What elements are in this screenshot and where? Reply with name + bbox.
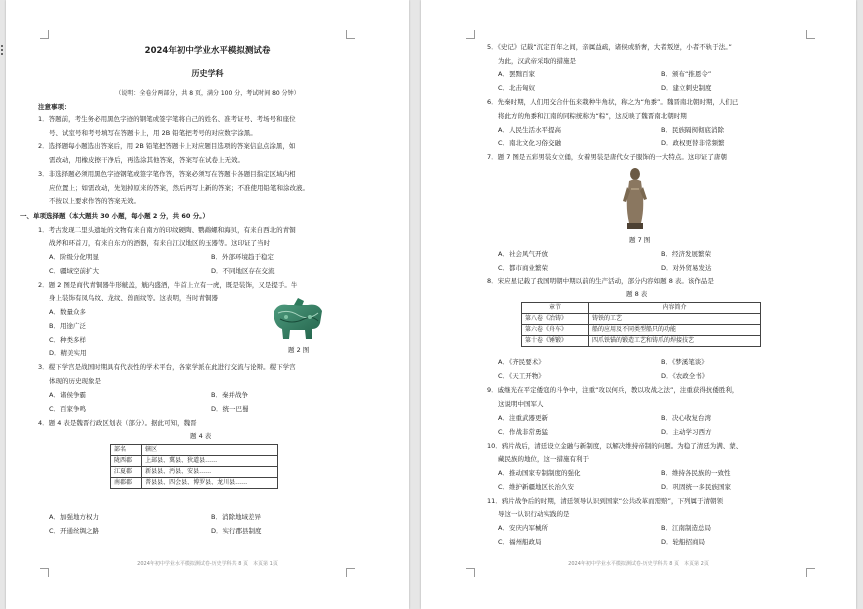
notice-line: 号、试室号和考号填写在答题卡上，用 2B 铅笔把考号的对应数字涂黑。 bbox=[49, 129, 257, 137]
q3-option-b: B．秦并战争 bbox=[211, 391, 248, 399]
q7-option-b: B．经济发展繁荣 bbox=[661, 250, 711, 258]
table-cell: 新县县、沔县、安县…… bbox=[142, 467, 278, 478]
question-1-line: 1．考古发现二里头遗址的文物有来自南方的印纹硬陶、鹦鹉螺和海贝，有来自西北的青铜 bbox=[38, 226, 296, 234]
question-9-line: 这说明中国军人 bbox=[498, 400, 544, 408]
question-11-line: 11．鸦片战争后的时期，清廷领导认识到国家“公共改革而需赔”，下列属于清朝领 bbox=[487, 497, 724, 505]
q4-option-c: C．开通丝绸之路 bbox=[49, 527, 100, 535]
question-11-line: 导这一认识行动实践的是 bbox=[498, 510, 570, 518]
q11-option-a: A．安庆内军械所 bbox=[498, 524, 548, 532]
question-10-line: 10．鸦片战后，清廷设立金融与新制度，以解决维持帝制的问题。为稳了清廷为满、蒙、 bbox=[487, 442, 743, 450]
table-cell: 上邽县、冀县、狄道县…… bbox=[142, 456, 278, 467]
q8-table-title: 题 8 表 bbox=[626, 290, 648, 298]
notice-line: 需改动，用橡皮擦干净后，再选涂其他答案，答案写在试卷上无效。 bbox=[49, 156, 244, 164]
question-7-line: 7．题 7 图是五彩男装女立俑，女着男装是唐代女子服饰的一大特点。这印证了唐朝 bbox=[487, 153, 727, 161]
q7-option-d: D．对外贸易发达 bbox=[661, 264, 712, 272]
question-6-line: 6．先秦时期，人们用交合什伍来栽种牛角状，称之为“角黍”。魏晋南北朝时期，人们已 bbox=[487, 98, 739, 106]
question-9-line: 9．戚继光在平定倭寇的斗争中，注重“攻以何兵，教以攻战之法”，注重获得抗倭胜利， bbox=[487, 386, 739, 394]
table-row bbox=[111, 456, 278, 467]
question-3-line: 体现的历史现象是 bbox=[49, 377, 101, 385]
table-cell: 铸铁的工艺 bbox=[589, 314, 761, 325]
q6-option-a: A．人民生活水平提高 bbox=[498, 126, 561, 134]
q7-option-a: A．社会风气开放 bbox=[498, 250, 548, 258]
table-header-cell: 内容简介 bbox=[589, 303, 761, 314]
notice-heading: 注意事项： bbox=[38, 103, 71, 111]
q4-table-title: 题 4 表 bbox=[190, 432, 212, 440]
drag-grip-icon[interactable] bbox=[0, 44, 4, 58]
q11-option-c: C．福州船政局 bbox=[498, 538, 542, 546]
table-cell: 第六卷《舟车》 bbox=[522, 325, 589, 336]
question-5-line: 为此，汉武帝采取的措施是 bbox=[498, 57, 576, 65]
table-cell: 陇西郡 bbox=[111, 456, 142, 467]
question-2-line: 身上装饰有凤鸟纹、龙纹、兽面纹等。这表明，当时青铜器 bbox=[49, 294, 218, 302]
q2-option-b: B．用途广泛 bbox=[49, 322, 86, 330]
crop-mark bbox=[346, 30, 355, 39]
q9-option-a: A．注重武器更新 bbox=[498, 414, 548, 422]
q7-figure-caption: 题 7 图 bbox=[629, 236, 651, 244]
q1-option-d: D．不同地区存在交流 bbox=[211, 267, 275, 275]
notice-line: 2．选择题每小题选出答案后，用 2B 铅笔把答题卡上对应题目选项的答案信息点涂黑，如 bbox=[38, 142, 296, 150]
q1-option-c: C．疆域空前扩大 bbox=[49, 267, 100, 275]
crop-mark bbox=[346, 568, 355, 577]
q8-option-d: D．《农政全书》 bbox=[661, 372, 709, 380]
table-cell: 第十卷《锤锻》 bbox=[522, 336, 589, 347]
instructions-line: （说明：全卷分两部分，共 8 页，满分 100 分，考试时间 80 分钟） bbox=[115, 90, 300, 97]
question-6-line: 将此方的角黍和江南的同粽统称为“粽”，这反映了魏晋南北朝时期 bbox=[498, 112, 687, 120]
q11-option-d: D．轮船招商局 bbox=[661, 538, 706, 546]
table-row bbox=[522, 325, 761, 336]
table-header-cell: 辖区 bbox=[142, 445, 278, 456]
table-cell: 江夏郡 bbox=[111, 467, 142, 478]
q2-option-d: D．精美实用 bbox=[49, 349, 87, 357]
q10-option-c: C．维护新疆地区长治久安 bbox=[498, 483, 575, 491]
question-5-line: 5．《史记》记载“沉定百年之间，亲属益疏，诸侯或骄奢，大者叛逆，小者不轨于法。” bbox=[487, 43, 732, 51]
table-row bbox=[111, 467, 278, 478]
q5-option-a: A．罢黜百家 bbox=[498, 70, 535, 78]
crop-mark bbox=[466, 568, 475, 577]
crop-mark bbox=[806, 30, 815, 39]
page-2 bbox=[421, 0, 856, 609]
table-cell: 南郡郡 bbox=[111, 478, 142, 489]
section-heading: 一、单项选择题（本大题共 30 小题，每小题 2 分，共 60 分。） bbox=[20, 212, 209, 220]
table-cell: 四爪铁锚的锻造工艺和铸爪的焊接技艺 bbox=[589, 336, 761, 347]
table-cell: 船的应用及不同类型船只的功能 bbox=[589, 325, 761, 336]
q2-option-c: C．种类多样 bbox=[49, 336, 87, 344]
table-header-cell: 部名 bbox=[111, 445, 142, 456]
table-cell: 普县县、四会县、博罗县、龙川县…… bbox=[142, 478, 278, 489]
q4-option-b: B．消除地域差异 bbox=[211, 513, 261, 521]
table-row bbox=[522, 314, 761, 325]
table-row bbox=[111, 478, 278, 489]
page-footer: 2024年初中学业水平模拟测试卷-历史学科共 8 页 本页第 2页 bbox=[568, 561, 709, 567]
crop-mark bbox=[466, 30, 475, 39]
q10-option-d: D．巩固统一多民族国家 bbox=[661, 483, 732, 491]
q6-option-d: D．政权更替非常频繁 bbox=[661, 139, 725, 147]
crop-mark bbox=[40, 568, 49, 577]
q5-option-b: B．颁布“推恩令” bbox=[661, 70, 712, 78]
q5-option-c: C．北击匈奴 bbox=[498, 84, 536, 92]
q1-option-a: A．阶级分化明显 bbox=[49, 253, 99, 261]
question-8-line: 8．宋应星记载了我国明朝中期以前的生产活动，部分内容如题 8 表。该作品是 bbox=[487, 277, 714, 285]
notice-line: 3．非选择题必须用黑色字迹钢笔或签字笔作答，答案必须写在答题卡各题目指定区域内相 bbox=[38, 170, 296, 178]
page-footer: 2024年初中学业水平模拟测试卷-历史学科共 8 页 本页第 1页 bbox=[137, 561, 278, 567]
page-1 bbox=[6, 0, 409, 609]
crop-mark bbox=[40, 30, 49, 39]
question-2-line: 2．题 2 图是商代青铜器牛形觥盖，觥内盛酒，牛首上立有一虎，既是装饰，又是提手。牛 bbox=[38, 281, 298, 289]
q2-figure-caption: 题 2 图 bbox=[288, 346, 310, 354]
q4-table bbox=[110, 444, 278, 489]
q9-option-c: C．作战非常勇猛 bbox=[498, 428, 549, 436]
q6-option-b: B．民族隔阂彻底消除 bbox=[661, 126, 724, 134]
q8-option-c: C．《天工开物》 bbox=[498, 372, 545, 380]
q3-option-c: C．百家争鸣 bbox=[49, 405, 87, 413]
question-4-line: 4．题 4 表是魏晋行政区划表（部分）。据此可知，魏晋 bbox=[38, 419, 197, 427]
table-header-row bbox=[111, 445, 278, 456]
q5-option-d: D．建立刺史制度 bbox=[661, 84, 712, 92]
q6-option-c: C．南北文化习俗交融 bbox=[498, 139, 562, 147]
q3-option-a: A．诸侯争霸 bbox=[49, 391, 86, 399]
table-cell: 第八卷《冶铸》 bbox=[522, 314, 589, 325]
q8-option-b: B．《梦溪笔谈》 bbox=[661, 358, 708, 366]
q9-option-b: B．决心收复台湾 bbox=[661, 414, 711, 422]
tang-figurine-figure bbox=[621, 167, 649, 231]
question-3-line: 3．稷下学宫是战国时期具有代表性的学术平台，各家学派在此进行交流与论辩。稷下学宫 bbox=[38, 363, 296, 371]
q10-option-b: B．维持各民族的一致性 bbox=[661, 469, 731, 477]
question-1-line: 战斧和环首刀，有来自东方的酒器，有来自江汉地区的玉器等。这印证了当时 bbox=[49, 239, 270, 247]
q7-option-c: C．都市商业繁荣 bbox=[498, 264, 549, 272]
notice-line: 不按以上要求作答的答案无效。 bbox=[49, 197, 140, 205]
q3-option-d: D．统一巴蜀 bbox=[211, 405, 249, 413]
bronze-ox-vessel-figure bbox=[268, 297, 326, 341]
subject-title: 历史学科 bbox=[191, 69, 224, 78]
crop-mark bbox=[806, 568, 815, 577]
notice-line: 应位置上；如需改动，先划掉原来的答案，然后再写上新的答案；不准使用铅笔和涂改液。 bbox=[49, 184, 309, 192]
q8-table bbox=[521, 302, 761, 347]
q9-option-d: D．主动学习西方 bbox=[661, 428, 712, 436]
q11-option-b: B．江南制造总局 bbox=[661, 524, 711, 532]
q4-option-a: A．加强地方权力 bbox=[49, 513, 99, 521]
q8-option-a: A．《齐民要术》 bbox=[498, 358, 545, 366]
q1-option-b: B．外部环境趋于稳定 bbox=[211, 253, 274, 261]
q4-option-d: D．实行郡县制度 bbox=[211, 527, 262, 535]
table-row bbox=[522, 336, 761, 347]
q10-option-a: A．推动国家专制制度的强化 bbox=[498, 469, 581, 477]
question-10-line: 藏民族的地位，这一措施有利于 bbox=[498, 455, 589, 463]
notice-line: 1．答题前，考生务必用黑色字迹的钢笔或签字笔将自己的姓名、准考证号、考场号和座位 bbox=[38, 115, 296, 123]
q2-option-a: A．数量众多 bbox=[49, 308, 86, 316]
table-header-row bbox=[522, 303, 761, 314]
exam-title: 2024年初中学业水平模拟测试卷 bbox=[144, 46, 271, 56]
table-header-cell: 章节 bbox=[522, 303, 589, 314]
